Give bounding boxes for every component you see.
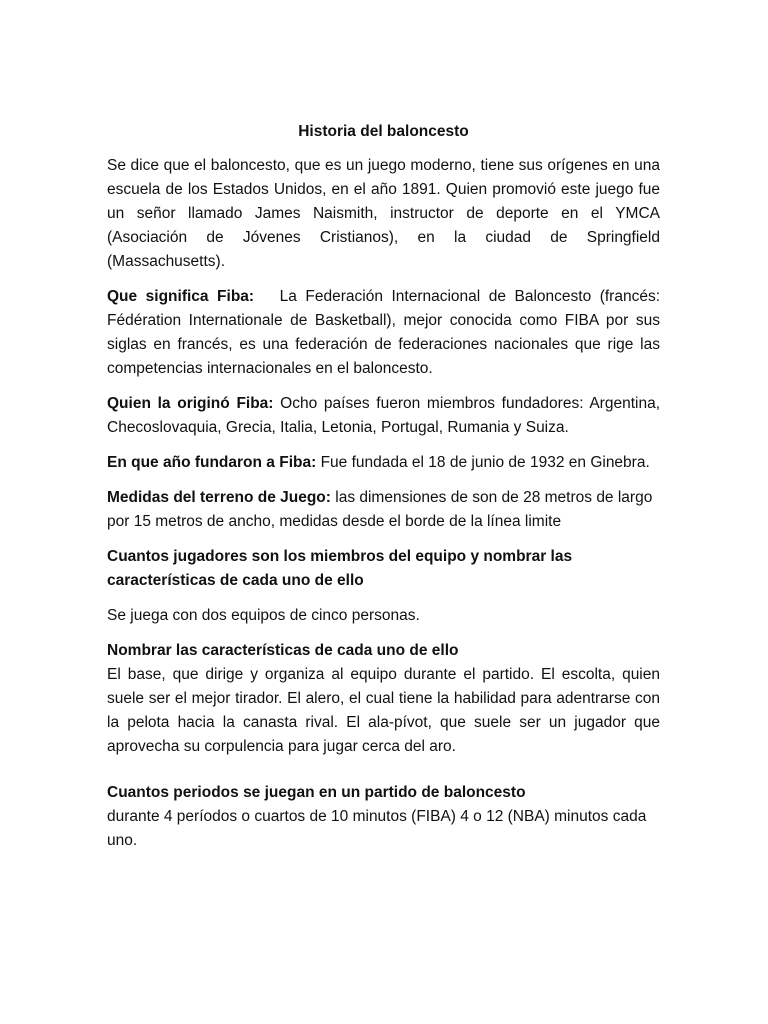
periods-heading: Cuantos periodos se juegan en un partido de baloncesto [107,784,526,801]
spacer [107,759,660,781]
court-size-text: las dimensiones de son de 28 metros de largo por 15 metros de ancho, medidas desde el borde de la línea limite [107,489,653,530]
fiba-year-label: En que año fundaron a Fiba: [107,454,317,471]
intro-paragraph: Se dice que el baloncesto, que es un juego moderno, tiene sus orígenes en una escuela de los Estados Unidos, en el año 1891. Quien promovió este juego fue un señor llamado James Naismith, instructor de deporte en el YMCA (Asociación de Jóvenes Cristianos), en la ciudad de Springfield (Massachusetts). [107,157,660,270]
characteristics-paragraph: El base, que dirige y organiza al equipo durante el partido. El escolta, quien suele ser el mejor tirador. El alero, el cual tiene la habilidad para adentrarse con la pelota hacia la canasta rival. El ala-pívot, que suele ser un jugador que aprovecha su corpulencia para jugar cerca del aro. [107,666,660,755]
fiba-origin-label: Quien la originó Fiba: [107,395,274,412]
characteristics-heading: Nombrar las características de cada uno de ello [107,642,459,659]
players-answer-paragraph: Se juega con dos equipos de cinco personas. [107,607,420,624]
fiba-origin-paragraph [107,392,660,440]
fiba-meaning-label: Que significa Fiba: [107,288,255,305]
players-question-heading: Cuantos jugadores son los miembros del equipo y nombrar las características de cada uno de ello [107,548,573,589]
fiba-meaning-paragraph [107,285,660,381]
document-body [107,120,660,853]
document-title: Historia del baloncesto [298,123,469,140]
court-size-paragraph [107,486,660,534]
court-size-label: Medidas del terreno de Juego: [107,489,331,506]
fiba-origin-text: Ocho países fueron miembros fundadores: Argentina, Checoslovaquia, Grecia, Italia, Letonia, Portugal, Rumania y Suiza. [107,395,661,436]
periods-paragraph: durante 4 períodos o cuartos de 10 minutos (FIBA) 4 o 12 (NBA) minutos cada uno. [107,808,647,849]
fiba-year-paragraph [107,451,660,475]
fiba-meaning-text: La Federación Internacional de Baloncesto (francés: Fédération Internationale de Basketball), mejor conocida como FIBA por sus siglas en francés, es una federación de federaciones nacionales que rige las competencias internacionales en el baloncesto. [107,288,661,377]
fiba-year-text: Fue fundada el 18 de junio de 1932 en Ginebra. [320,454,650,471]
